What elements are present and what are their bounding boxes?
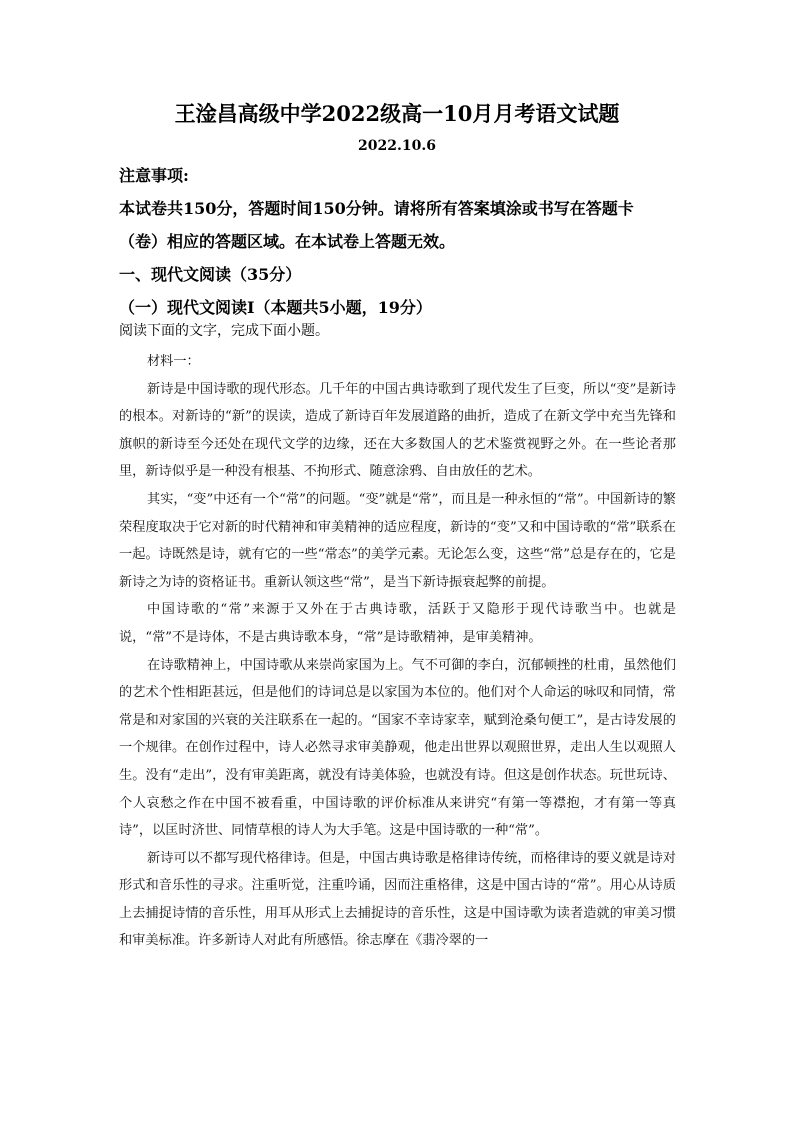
subsection-heading: （一）现代文阅读Ⅰ（本题共5小题，19分） xyxy=(119,298,432,317)
notice-line-2: （卷）相应的答题区域。在本试卷上答题无效。 xyxy=(119,232,456,251)
passage-paragraph-1: 新诗是中国诗歌的现代形态。几千年的中国古典诗歌到了现代发生了巨变，所以“变”是新诗的根本。对新诗的“新”的误读，造成了新诗百年发展道路的曲折，造成了在新文学中充当先锋和旗帜的新诗至今还处在现代文学的边缘，还在大多数国人的艺术鉴赏视野之外。在一些论者那里，新诗似乎是一种没有根基、不拘形式、随意涂鸦、自由放任的艺术。 xyxy=(119,381,676,480)
exam-date: 2022.10.6 xyxy=(358,138,436,154)
notice-heading: 注意事项: xyxy=(119,166,189,185)
passage-paragraph-5: 新诗可以不都写现代格律诗。但是，中国古典诗歌是格律诗传统，而格律诗的要义就是诗对形式和音乐性的寻求。注重听觉，注重吟诵，因而注重格律，这是中国古诗的“常”。用心从诗质上去捕捉诗情的音乐性，用耳从形式上去捕捉诗的音乐性，这是中国诗歌为读者造就的审美习惯和审美标准。许多新诗人对此有所感悟。徐志摩在《翡冷翠的一 xyxy=(119,850,676,949)
section-heading: 一、现代文阅读（35分） xyxy=(119,265,302,284)
passage-paragraph-4: 在诗歌精神上，中国诗歌从来崇尚家国为上。气不可御的李白，沉郁顿挫的杜甫，虽然他们的艺术个性相距甚远，但是他们的诗词总是以家国为本位的。他们对个人命运的咏叹和同情，常常是和对家国的兴衰的关注联系在一起的。“国家不幸诗家幸，赋到沧桑句便工”，是古诗发展的一个规律。在创作过程中，诗人必然寻求审美静观，他走出世界以观照世界，走出人生以观照人生。没有“走出”，没有审美距离，就没有诗美体验，也就没有诗。但这是创作状态。玩世玩诗、个人哀愁之作在中国不被看重，中国诗歌的评价标准从来讲究“有第一等襟抱，才有第一等真诗”，以匡时济世、同情草根的诗人为大手笔。这是中国诗歌的一种“常”。 xyxy=(119,657,676,839)
material-label: 材料一： xyxy=(147,354,200,369)
passage-paragraph-2: 其实，“变”中还有一个“常”的问题。“变”就是“常”，而且是一种永恒的“常”。中国新诗的繁荣程度取决于它对新的时代精神和审美精神的适应程度，新诗的“变”又和中国诗歌的“常”联系在一起。诗既然是诗，就有它的一些“常态”的美学元素。无论怎么变，这些“常”总是存在的，它是新诗之为诗的资格证书。重新认领这些“常”，是当下新诗振衰起弊的前提。 xyxy=(119,491,676,590)
reading-instruction: 阅读下面的文字，完成下面小题。 xyxy=(119,323,329,339)
passage-paragraph-3: 中国诗歌的“常”来源于又外在于古典诗歌，活跃于又隐形于现代诗歌当中。也就是说，“常”不是诗体，不是古典诗歌本身，“常”是诗歌精神，是审美精神。 xyxy=(119,602,676,645)
notice-line-1: 本试卷共150分，答题时间150分钟。请将所有答案填涂或书写在答题卡 xyxy=(119,199,634,218)
reading-passage xyxy=(119,348,676,955)
exam-title: 王淦昌高级中学2022级高一10月月考语文试题 xyxy=(174,101,620,126)
